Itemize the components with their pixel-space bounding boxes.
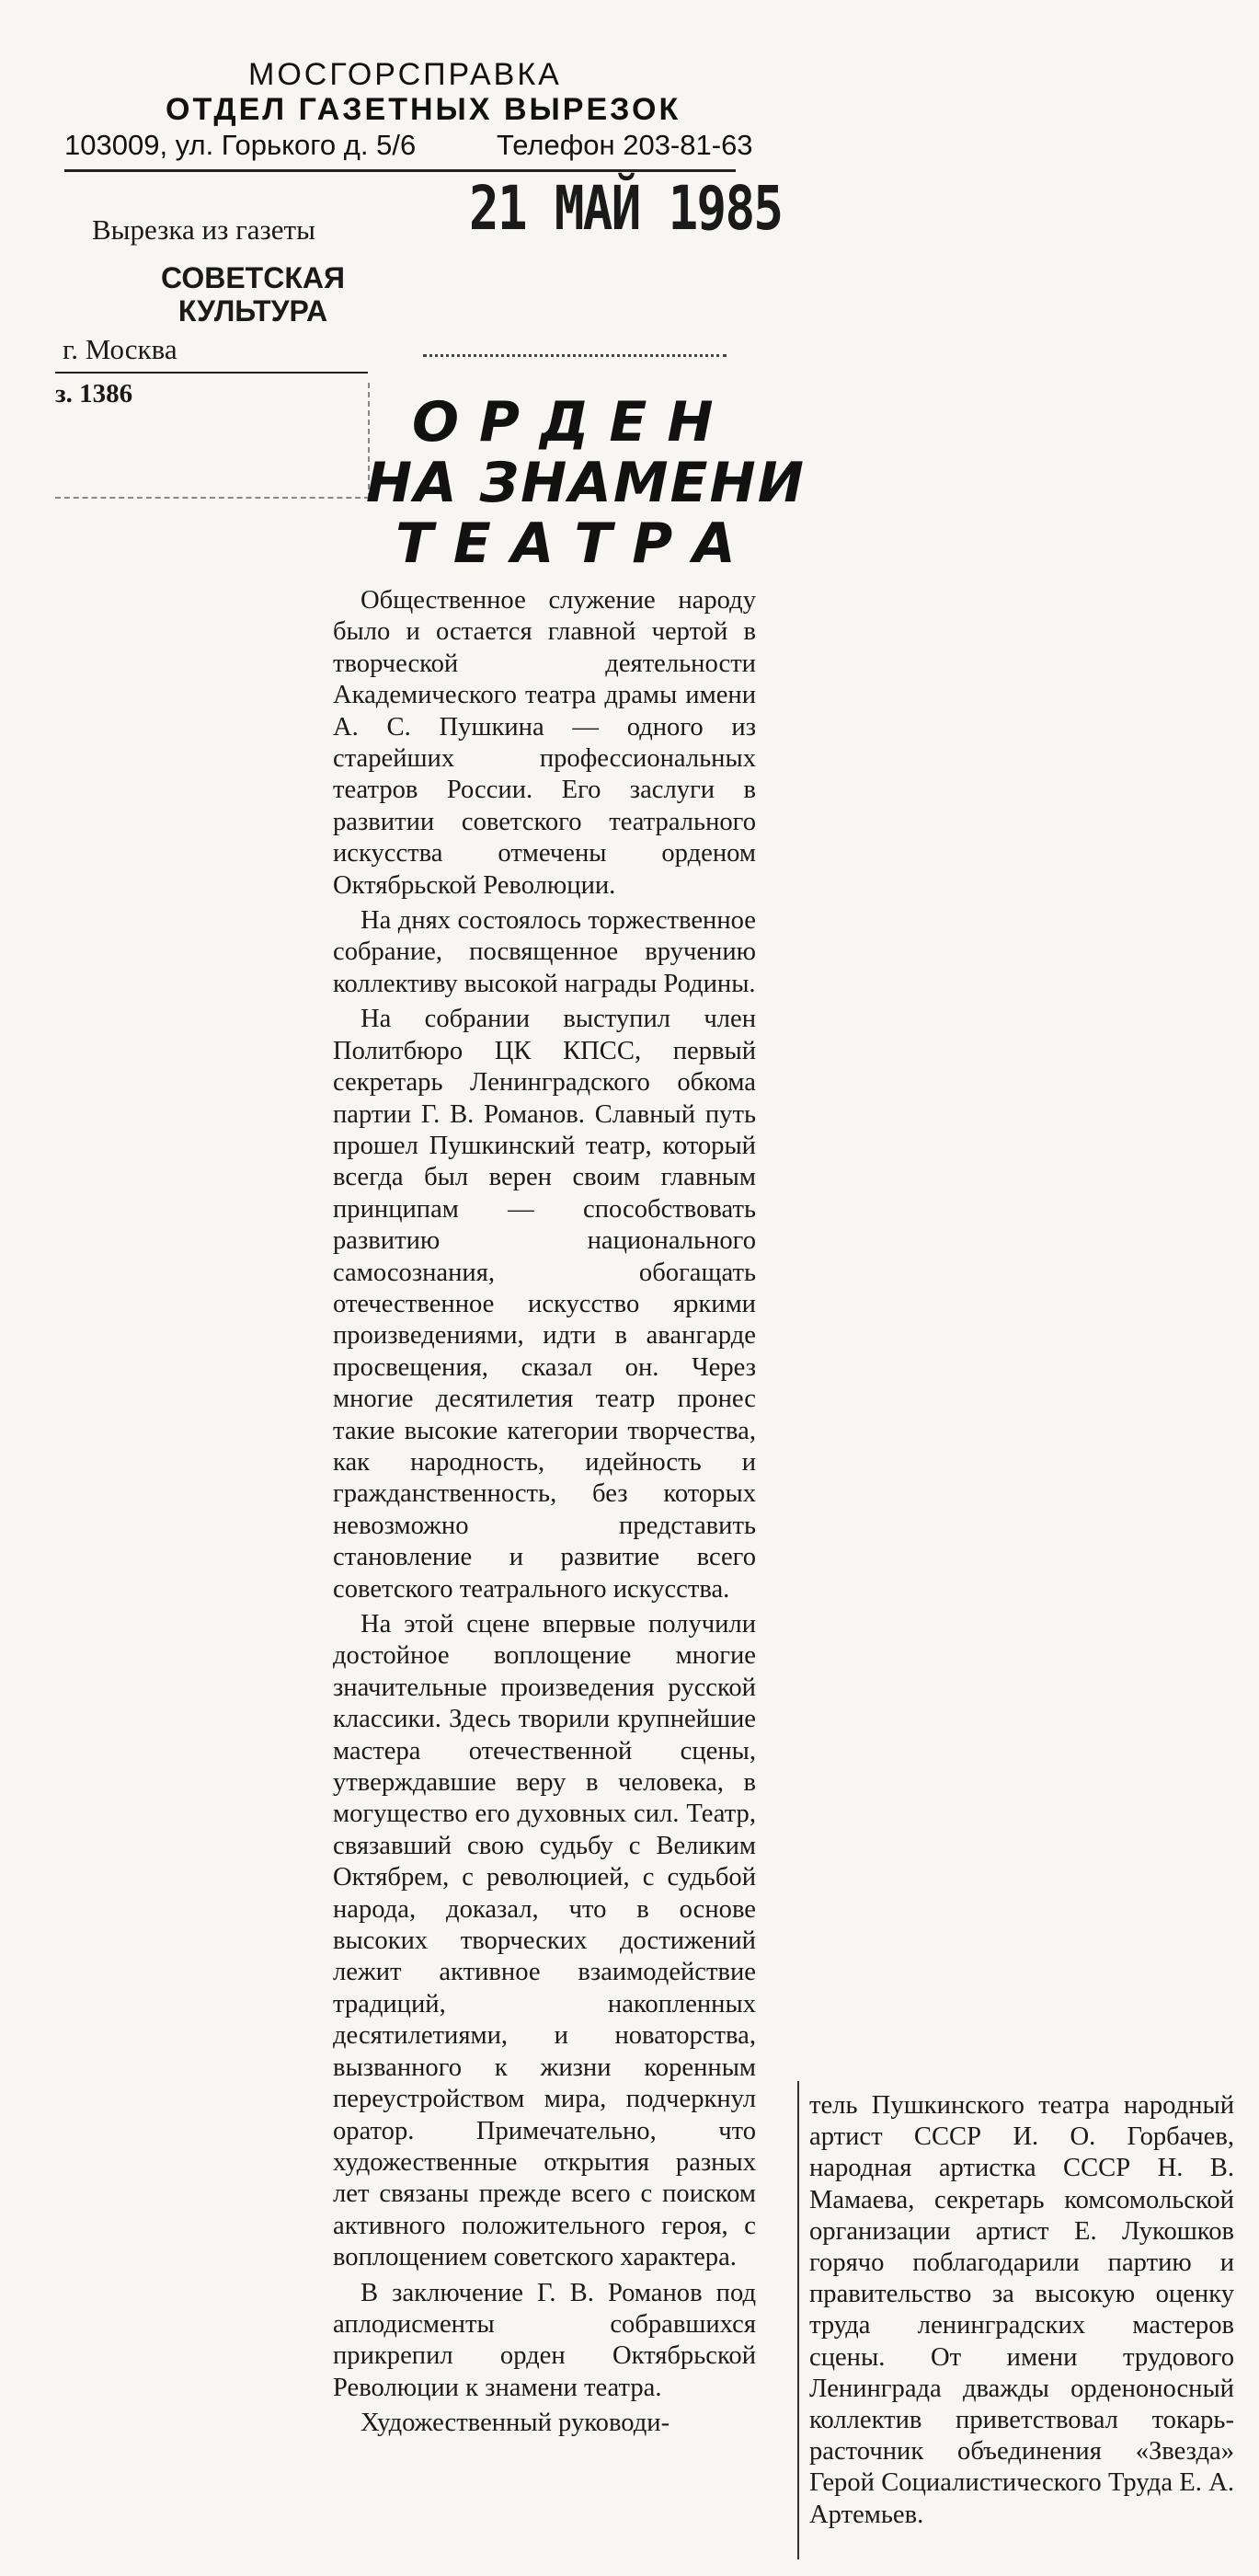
phone: Телефон 203-81-63 [497, 129, 753, 161]
article-column-2 [809, 2090, 1234, 2531]
date-stamp: 21 МАЙ 1985 [469, 173, 783, 244]
article-column-1 [333, 585, 756, 2440]
newspaper-name: СОВЕТСКАЯ КУЛЬТУРА [161, 261, 345, 328]
headline-line-3: ТЕАТРА [395, 512, 756, 576]
header-rule [64, 169, 736, 172]
headline-line-1: ОРДЕН [412, 390, 734, 454]
department-name: ОТДЕЛ ГАЗЕТНЫХ ВЫРЕЗОК [166, 92, 681, 127]
agency-name: МОСГОРСПРАВКА [248, 57, 562, 92]
article-paragraph: На этой сцене впервые получили достойное воплощение многие значительные произведения русской классики. Здесь творили крупнейшие мастера отечественной сцены, утверждавшие веру в человека, в могущество его духовных сил. Театр, связавший свою судьбу с Великим Октябрем, с революцией, с судьбой народа, доказал, что в основе высоких творческих достижений лежит активное взаимодействие традиций, накопленных десятилетиями, и новаторства, вызванного к жизни коренным переустройством мира, подчеркнул оратор. Примечательно, что художественные открытия разных лет связаны прежде всего с поиском активного положительного героя, с воплощением советского характера. [333, 1610, 756, 2272]
city: г. Москва [63, 333, 177, 365]
order-number: з. 1386 [55, 379, 133, 408]
dotted-divider [423, 354, 727, 357]
headline-line-2: НА ЗНАМЕНИ [366, 451, 806, 515]
column-divider [797, 2081, 799, 2559]
address: 103009, ул. Горького д. 5/6 [64, 129, 417, 161]
city-rule [55, 372, 368, 374]
address-line [64, 129, 753, 162]
clipping-label: Вырезка из газеты [92, 213, 315, 246]
article-paragraph: На днях состоялось торжественное собрание, посвященное вручению коллективу высокой награды Родины. [333, 906, 756, 998]
article-paragraph: Общественное служение народу было и остается главной чертой в творческой деятельности Академического театра драмы имени А. С. Пушкина — одного из старейших профессиональных театров России. Его заслуги в развитии советского театрального искусства отмечены орденом Октябрьской Революции. [333, 586, 756, 900]
article-paragraph: Художественный руководи- [361, 2409, 670, 2438]
article-paragraph: На собрании выступил член Политбюро ЦК КПСС, первый секретарь Ленинградского обкома партии Г. В. Романов. Славный путь прошел Пушкинский театр, который всегда был верен своим главным принципам — способствовать развитию национального самосознания, обогащать отечественное искусство яркими произведениями, идти в авангарде просвещения, сказал он. Через многие десятилетия театр пронес такие высокие категории творчества, как народность, идейность и гражданственность, без которых невозможно представить становление и развитие всего советского театрального искусства. [333, 1005, 756, 1604]
article-paragraph: тель Пушкинского театра народный артист СССР И. О. Горбачев, народная артистка СССР Н. В. Мамаева, секретарь комсомольской организации артист Е. Лукошков горячо поблагодарили партию и правительство за высокую оценку труда ленинградских мастеров сцены. От имени трудового Ленинграда дважды орденоносный коллектив приветствовал токарь-расточник объединения «Звезда» Герой Социалистического Труда Е. А. Артемьев. [809, 2091, 1234, 2529]
article-paragraph: В заключение Г. В. Романов под аплодисменты собравшихся прикрепил орден Октябрьской Революции к знамени театра. [333, 2278, 756, 2402]
